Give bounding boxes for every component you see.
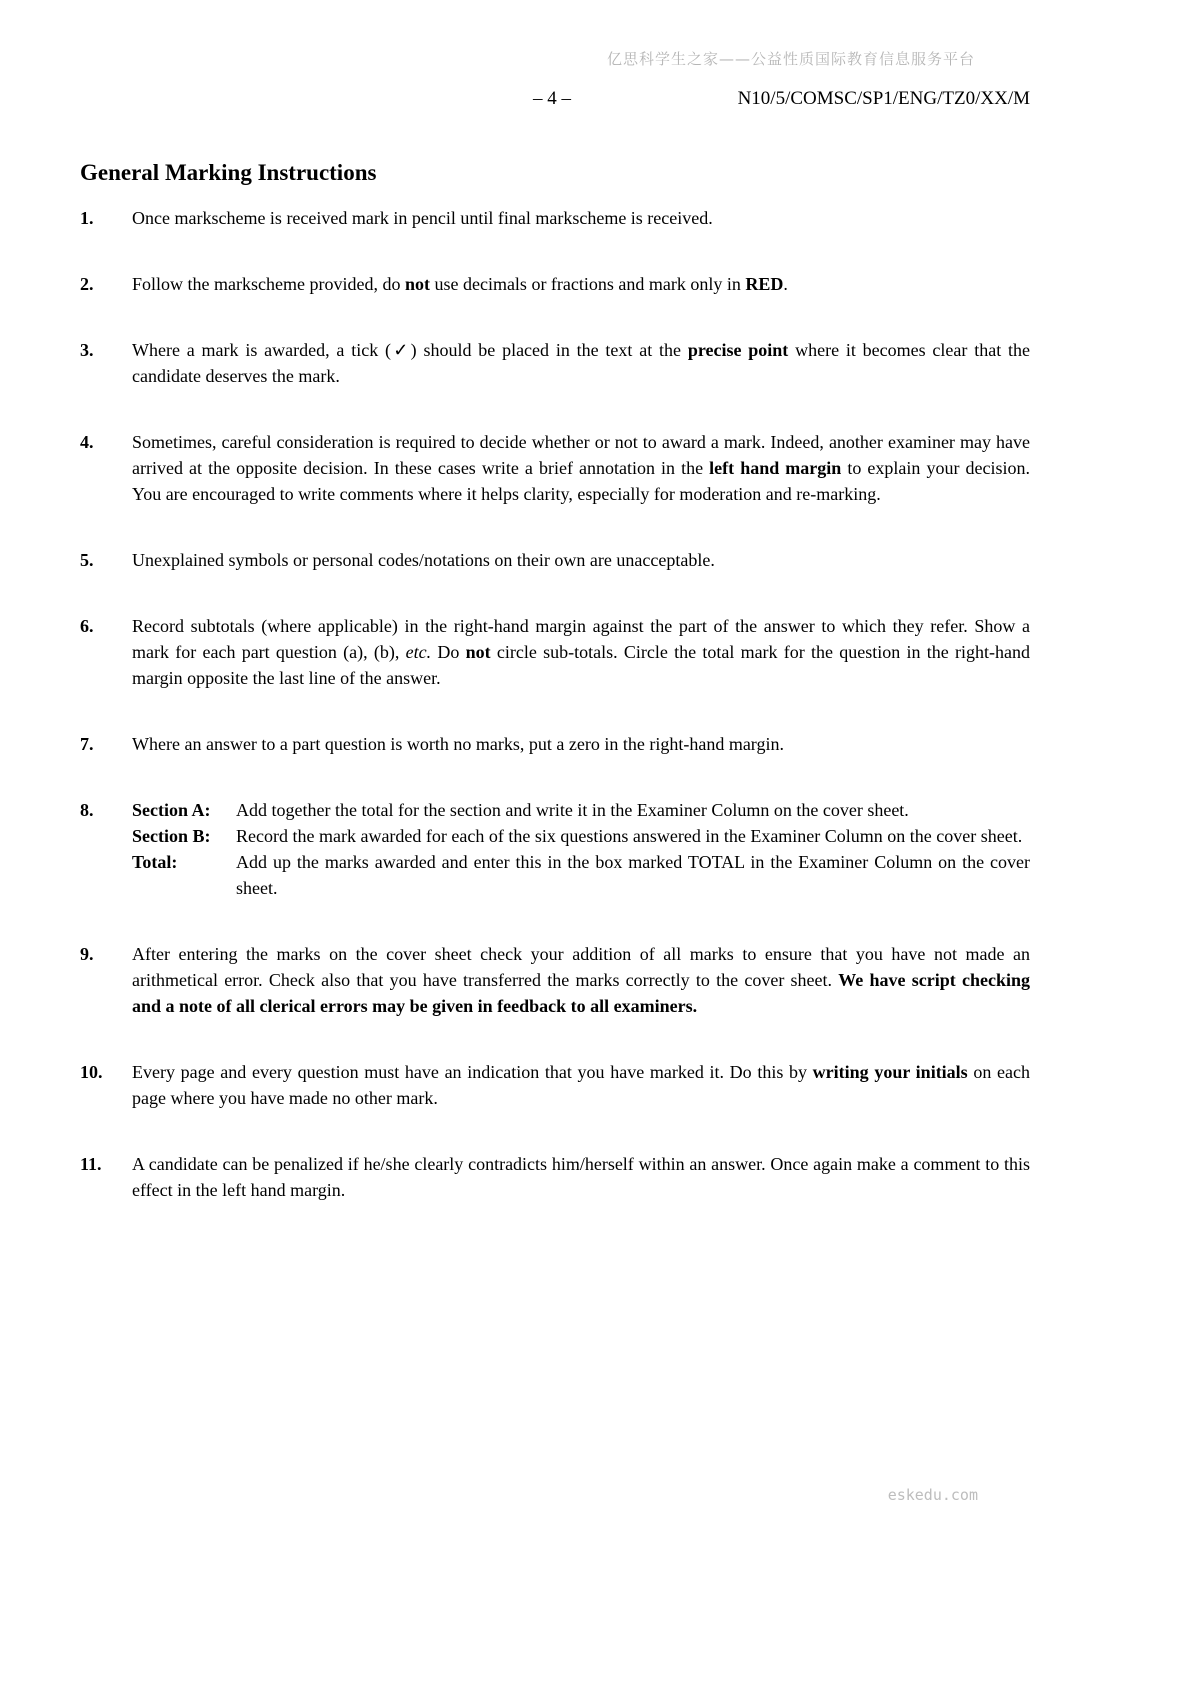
item-number: 3. [80, 340, 94, 360]
item-body [132, 1059, 1030, 1111]
instruction-item [80, 205, 1030, 231]
text-run: Do [431, 642, 466, 662]
subitem-label: Section A: [132, 800, 211, 820]
instruction-item [80, 1059, 1030, 1111]
item-number: 1. [80, 208, 94, 228]
instruction-item [80, 547, 1030, 573]
instructions-list [80, 205, 1030, 1203]
instruction-subitem [132, 823, 1030, 849]
text-run: Where an answer to a part question is worth no marks, put a zero in the right-hand margin. [132, 734, 784, 754]
item-body [132, 731, 1030, 757]
item-number: 2. [80, 274, 94, 294]
text-run: not [404, 274, 430, 294]
item-body [132, 941, 1030, 1019]
subitem-text [236, 823, 1030, 849]
item-body [132, 613, 1030, 691]
subitem-label: Total: [132, 852, 178, 872]
item-number: 11. [80, 1154, 102, 1174]
text-run: etc. [405, 642, 432, 662]
text-run: on each page where you have made no other mark. [132, 1062, 1031, 1108]
text-run: Where a mark is awarded, a tick (✓) should be placed in the text at the [132, 340, 688, 360]
instruction-item [80, 429, 1030, 507]
document-content [80, 0, 1030, 1243]
text-run: circle sub-totals. Circle the total mark for the question in the right-hand margin opposite the last line of the answer. [132, 642, 1030, 688]
item-body [132, 1151, 1030, 1203]
instruction-item [80, 337, 1030, 389]
text-run: left hand margin [709, 458, 842, 478]
bottom-watermark: eskedu.com [887, 1486, 978, 1504]
instruction-subitem [132, 849, 1030, 901]
text-run: . [783, 274, 788, 294]
text-run: where it becomes clear that the candidate deserves the mark. [132, 340, 1030, 386]
item-body [132, 205, 1030, 231]
item-body [132, 429, 1030, 507]
subitem-text [236, 849, 1030, 901]
instruction-subitem [132, 797, 1030, 823]
item-number: 9. [80, 944, 94, 964]
item-body [132, 797, 1030, 901]
instruction-item [80, 613, 1030, 691]
page-title: General Marking Instructions [80, 160, 377, 185]
text-run: not [465, 642, 491, 662]
item-number: 4. [80, 432, 94, 452]
text-run: Every page and every question must have an indication that you have marked it. Do this by [132, 1062, 813, 1082]
text-run: Add up the marks awarded and enter this in the box marked TOTAL in the Examiner Column on the cover sheet. [236, 852, 1030, 898]
text-run: precise point [687, 340, 789, 360]
text-run: Record the mark awarded for each of the six questions answered in the Examiner Column on the cover sheet. [236, 826, 1023, 846]
subitem-label: Section B: [132, 826, 211, 846]
item-number: 10. [80, 1062, 103, 1082]
instruction-item [80, 941, 1030, 1019]
item-number: 6. [80, 616, 94, 636]
item-number: 7. [80, 734, 94, 754]
instruction-item [80, 271, 1030, 297]
text-run: A candidate can be penalized if he/she clearly contradicts him/herself within an answer. Once again make a comment to this effect in the left hand margin. [132, 1154, 1030, 1200]
top-watermark: 亿思科学生之家——公益性质国际教育信息服务平台 [606, 50, 975, 68]
text-run: Add together the total for the section and write it in the Examiner Column on the cover sheet. [236, 800, 909, 820]
item-body [132, 271, 1030, 297]
document-code: N10/5/COMSC/SP1/ENG/TZ0/XX/M [737, 88, 1030, 109]
instruction-item [80, 797, 1030, 901]
instruction-item [80, 1151, 1030, 1203]
text-run: Record subtotals (where applicable) in the right-hand margin against the part of the answer to which they refer. Show a mark for each part question (a), (b), [132, 616, 1030, 662]
item-body [132, 547, 1030, 573]
text-run: Once markscheme is received mark in pencil until final markscheme is received. [132, 208, 713, 228]
item-body [132, 337, 1030, 389]
item-number: 5. [80, 550, 94, 570]
page-number: – 4 – [533, 88, 571, 109]
text-run: to explain your decision. You are encouraged to write comments where it helps clarity, especially for moderation and re-marking. [132, 458, 1030, 504]
text-run: After entering the marks on the cover sheet check your addition of all marks to ensure that you have not made an arithmetical error. Check also that you have transferred the marks correctly to the cover sheet. [132, 944, 1030, 990]
instruction-item [80, 731, 1030, 757]
subitem-text [236, 797, 1030, 823]
text-run: use decimals or fractions and mark only in [429, 274, 746, 294]
text-run: writing your initials [812, 1062, 968, 1082]
text-run: We have script checking and a note of all clerical errors may be given in feedback to all examiners. [132, 970, 1030, 1016]
text-run: Follow the markscheme provided, do [132, 274, 405, 294]
text-run: RED [745, 274, 784, 294]
item-number: 8. [80, 800, 94, 820]
text-run: Unexplained symbols or personal codes/notations on their own are unacceptable. [132, 550, 715, 570]
text-run: Sometimes, careful consideration is required to decide whether or not to award a mark. Indeed, another examiner may have arrived at the opposite decision. In these cases write a brief annotation in the [132, 432, 1030, 478]
